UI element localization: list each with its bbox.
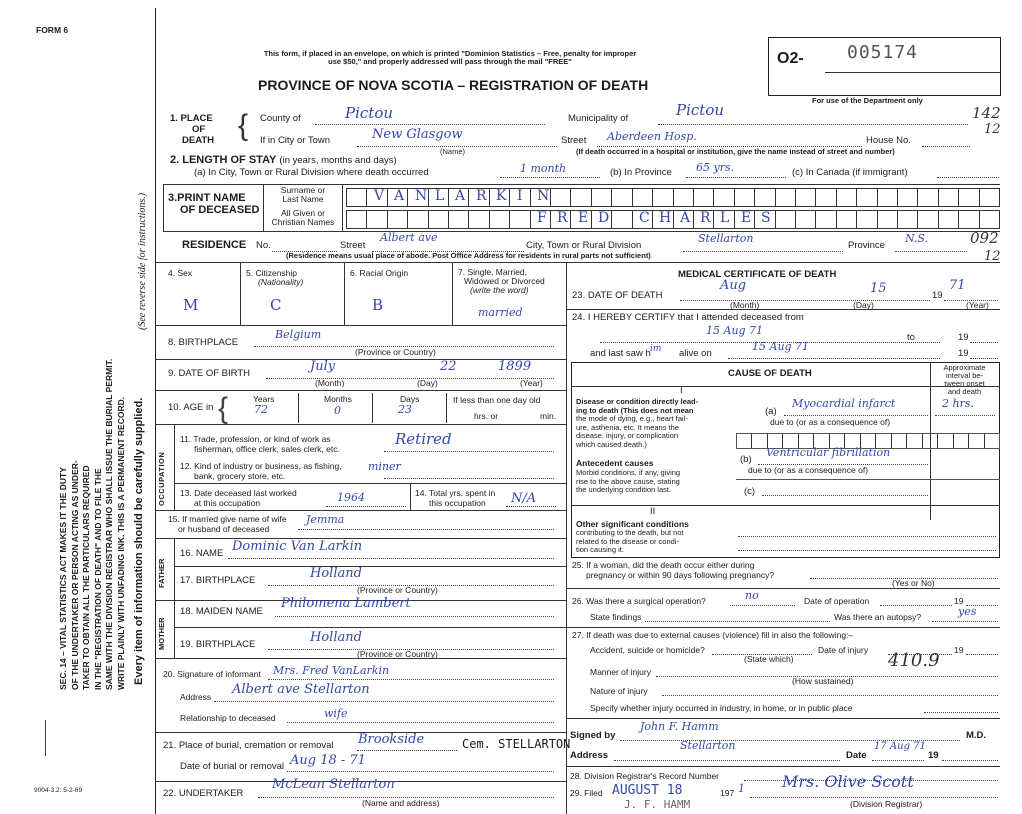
death-month-hint: (Month) [730, 300, 760, 310]
code-142: 142 [972, 104, 1001, 122]
print-name-label: 3.PRINT NAME OF DECEASED [168, 192, 260, 216]
given-letter: F [537, 210, 547, 226]
death-day-value: 15 [870, 281, 887, 296]
cause-due-to-2: due to (or as a consequence of) [748, 465, 869, 475]
dob-month-hint: (Month) [315, 378, 345, 388]
antecedent-label: Antecedent causes [576, 458, 654, 468]
municipality-label: Municipality of [568, 113, 629, 124]
residence-province-value: N.S. [905, 232, 929, 245]
last-saw-alive-label: alive on [679, 348, 712, 359]
burial-place-value: Brookside [358, 732, 425, 747]
residence-city-label: City, Town or Rural Division [526, 240, 642, 251]
residence-city-value: Stellarton [698, 232, 754, 245]
birthplace-hint: (Province or Country) [355, 347, 436, 357]
surname-label: Surname or Last Name [280, 185, 326, 204]
street-label: Street [561, 135, 587, 146]
filed-date-stamp: AUGUST 18 [612, 783, 683, 798]
external-causes-label: 27. If death was due to external causes (violence) fill in also the following:– [572, 630, 854, 640]
sex-value: M [183, 296, 199, 314]
relationship-label: Relationship to deceased [180, 713, 276, 723]
stay-label: 2. LENGTH OF STAY (in years, months and days) [170, 154, 397, 166]
surname-letter: L [435, 188, 445, 204]
cause-header: CAUSE OF DEATH [728, 368, 812, 379]
other-conditions-text: contributing to the death, but not related to the disease or condi- tion causing it. [576, 528, 684, 554]
vital-statistics-notice: SEC. 14 – VITAL STATISTICS ACT MAKES IT THE DUTY OF THE UNDERTAKER OR PERSON ACTING AS UNDER- TAKER TO OBTAIN ALL THE PARTICULARS REQUIRED IN THE "REGISTRATION OF DEATH" AND TO FILE THE SAME WITH THE DIVISION REGISTRAR WHO SHALL ISSUE THE BURIAL PERMIT. WRITE PLAINLY WITH UNFADING INK. THIS IS A PERMANENT RECORD. [58, 358, 126, 690]
sex-label: 4. Sex [168, 268, 193, 278]
given-letter: S [761, 210, 771, 226]
surname-letter: N [537, 188, 550, 204]
printed-code: 9004-3.2: 5-2-69 [34, 787, 83, 794]
physician-stamp: J. F. HAMM [624, 798, 691, 811]
filed-year-value: 1 [738, 782, 745, 795]
sign-date-value: 17 Aug 71 [874, 741, 926, 752]
given-letter: H [659, 210, 672, 226]
mother-maiden-label: 18. MAIDEN NAME [180, 606, 263, 617]
place-label: 1. PLACE OF DEATH [170, 113, 215, 146]
surname-letter: V [374, 188, 385, 204]
given-letter: E [741, 210, 752, 226]
cause-due-to-1: due to (or as a consequence of) [770, 417, 891, 427]
spouse-label: 15. If married give name of wife or husband of deceased [168, 514, 287, 534]
instructions-note: (See reverse side for instructions.) [137, 192, 148, 330]
physician-address-value: Stellarton [680, 739, 736, 752]
accident-label: Accident, suicide or homicide? [590, 645, 705, 655]
surname-letter: K [496, 188, 507, 204]
dob-label: 9. DATE OF BIRTH [168, 368, 250, 379]
mail-notice: This form, if placed in an envelope, on which is printed "Dominion Statistics – Free, penalty for improper use $50," and properly addressed will pass through the mail "FREE" [263, 49, 637, 66]
informant-address-label: Address [180, 692, 212, 702]
mother-side-label: MOTHER [157, 617, 166, 650]
cause-a-label: (a) [765, 406, 777, 417]
death-month-value: Aug [720, 278, 747, 293]
signed-by-label: Signed by [570, 730, 616, 741]
disease-label: Disease or condition directly lead- ing to death (This does not mean the mode of dying, e.g., heart fail- ure, asthenia, etc. It means the disease, injury, or complication which caused death.) [576, 397, 699, 449]
stay-b-label: (b) In Province [610, 167, 672, 178]
spouse-value: Jemma [306, 513, 345, 526]
last-saw-pronoun: im [650, 344, 662, 354]
undertaker-hint: (Name and address) [362, 798, 440, 808]
occupation-11-label: 11. Trade, profession, or kind of work as fisherman, office clerk, sales clerk, etc. [180, 434, 340, 454]
municipality-value: Pictou [676, 101, 725, 119]
place-brace: { [238, 109, 249, 142]
operation-year-prefix: 19 [954, 596, 964, 606]
residence-no-label: No. [256, 240, 271, 251]
dob-year-value: 1899 [498, 359, 532, 374]
residence-street-label: Street [340, 240, 366, 251]
stay-c-label: (c) In Canada (if immigrant) [792, 167, 908, 178]
last-saw-value: 15 Aug 71 [752, 340, 810, 353]
age-hrs: hrs. or [474, 411, 499, 421]
city-value: New Glasgow [372, 127, 463, 142]
age-days-label: Days [400, 394, 420, 404]
form-title: PROVINCE OF NOVA SCOTIA – REGISTRATION OF DEATH [258, 77, 649, 93]
mother-birthplace-value: Holland [310, 630, 362, 645]
cause-b-value: Ventricular fibrillation [766, 446, 891, 459]
surname-letter: I [517, 188, 523, 204]
autopsy-value: yes [958, 605, 977, 618]
dob-day-hint: (Day) [417, 378, 438, 388]
attended-to-label: to [907, 332, 915, 343]
sign-date-label: Date [846, 750, 867, 761]
given-name-label: All Given or Christian Names [271, 208, 335, 227]
given-letter: R [700, 210, 711, 226]
how-sustained-hint: (How sustained) [792, 676, 854, 686]
death-year-prefix: 19 [932, 290, 943, 301]
attended-year-prefix: 19 [958, 332, 969, 343]
corner-mark [45, 720, 47, 756]
last-saw-year-prefix: 19 [958, 348, 969, 359]
given-letter: R [557, 210, 568, 226]
autopsy-label: Was there an autopsy? [834, 612, 922, 622]
undertaker-value: McLean Stellarton [272, 777, 395, 792]
birthplace-label: 8. BIRTHPLACE [168, 337, 239, 348]
given-letter: E [578, 210, 589, 226]
marital-value: married [478, 306, 523, 319]
death-date-label: 23. DATE OF DEATH [572, 290, 663, 301]
cause-roman-two: II [650, 506, 656, 517]
form-number: FORM 6 [36, 25, 69, 35]
cause-grid-2 [736, 479, 1000, 480]
dob-month-value: July [310, 359, 336, 374]
father-birthplace-label: 17. BIRTHPLACE [180, 575, 256, 586]
hospital-note: (If death occurred in a hospital or institution, give the name instead of street and number) [576, 147, 895, 156]
age-min: min. [540, 411, 557, 421]
city-label: If in City or Town [260, 135, 331, 146]
relationship-value: wife [324, 707, 348, 720]
death-year-value: 71 [949, 278, 966, 293]
burial-cemetery-stamp: Cem. STELLARTON [462, 737, 571, 751]
given-name-grid [346, 210, 1000, 229]
age-months-value: 0 [334, 404, 341, 417]
residence-label: RESIDENCE [182, 239, 247, 251]
injury-date-label: Date of injury [818, 645, 869, 655]
given-letter: D [598, 210, 610, 226]
injury-year-prefix: 19 [954, 645, 964, 655]
undertaker-label: 22. UNDERTAKER [163, 788, 244, 799]
surname-letter: N [415, 188, 428, 204]
nature-label: Nature of injury [590, 686, 648, 696]
given-letter: A [680, 210, 691, 226]
manner-label: Manner of injury [590, 667, 651, 677]
surgery-value: no [745, 589, 759, 602]
code-12a: 12 [984, 122, 1001, 137]
informant-address-value: Albert ave Stellarton [232, 682, 370, 697]
occupation-side-label: OCCUPATION [157, 451, 166, 506]
registrar-signature: Mrs. Olive Scott [782, 772, 914, 791]
sign-year-prefix: 19 [928, 750, 939, 761]
signature-value: John F. Hamm [640, 720, 719, 733]
citizenship-label: 5. Citizenship (Nationality) [246, 268, 304, 287]
surname-letter: R [476, 188, 487, 204]
operation-date-label: Date of operation [804, 596, 870, 606]
street-value: Aberdeen Hosp. [607, 130, 697, 143]
state-which-hint: (State which) [744, 654, 794, 664]
occupation-12-value: miner [368, 460, 401, 473]
racial-origin-value: B [372, 296, 384, 314]
age-days-value: 23 [398, 403, 412, 416]
residence-province-label: Province [848, 240, 885, 251]
father-birthplace-value: Holland [310, 566, 362, 581]
physician-address-label: Address [570, 750, 609, 761]
department-note: For use of the Department only [812, 96, 923, 105]
father-birthplace-hint: (Province or Country) [357, 585, 438, 595]
burial-label: 21. Place of burial, cremation or removal [163, 740, 334, 751]
informant-signature-value: Mrs. Fred VanLarkin [273, 664, 390, 677]
record-number-label: 28. Division Registrar's Record Number [570, 771, 720, 781]
last-saw-label: and last saw h [590, 348, 651, 359]
information-notice: Every item of information should be carefully supplied. [133, 397, 145, 685]
age-months-label: Months [324, 394, 352, 404]
findings-label: State findings [590, 612, 642, 622]
surname-letter: A [455, 188, 466, 204]
age-label: 10. AGE in [168, 402, 214, 413]
md-label: M.D. [966, 730, 987, 741]
death-day-hint: (Day) [853, 300, 874, 310]
age-years-value: 72 [254, 403, 268, 416]
filed-year-prefix: 197 [720, 788, 735, 798]
pregnancy-question: 25. If a woman, did the death occur either during pregnancy or within 90 days following pregnancy? [572, 560, 775, 580]
county-value: Pictou [345, 104, 394, 122]
mother-maiden-value: Philomena Lambert [281, 596, 411, 611]
stay-a-label: (a) In City, Town or Rural Division where death occurred [194, 167, 429, 178]
county-label: County of [260, 113, 301, 124]
mother-birthplace-label: 19. BIRTHPLACE [180, 639, 256, 650]
age-brace: { [218, 392, 229, 425]
filed-label: 29. Filed [570, 788, 603, 798]
cause-a-interval: 2 hrs. [942, 397, 974, 410]
stay-a-value: 1 month [520, 162, 567, 175]
city-name-hint: (Name) [440, 147, 466, 156]
interval-header: Approximate interval be- tween onset and death [943, 363, 986, 396]
citizenship-value: C [270, 296, 282, 314]
dob-year-hint: (Year) [520, 378, 543, 388]
father-name-value: Dominic Van Larkin [232, 539, 363, 554]
occupation-14-value: N/A [511, 491, 537, 506]
given-letter: L [720, 210, 730, 226]
reg-number: 005174 [847, 42, 919, 63]
age-years-label: Years [253, 394, 275, 404]
medical-certificate-header: MEDICAL CERTIFICATE OF DEATH [678, 269, 837, 280]
specify-label: Specify whether injury occurred in industry, in home, or in public place [590, 703, 853, 713]
death-year-hint: (Year) [966, 300, 989, 310]
attended-from-value: 15 Aug 71 [706, 324, 764, 337]
registration-number-box [768, 37, 1001, 96]
surgery-question: 26. Was there a surgical operation? [572, 596, 706, 606]
occupation-13-label: 13. Date deceased last worked at this occupation [180, 488, 297, 508]
mother-birthplace-hint: (Province or Country) [357, 649, 438, 659]
cause-b-label: (b) [740, 454, 752, 465]
racial-origin-label: 6. Racial Origin [350, 268, 409, 278]
code-092: 092 [970, 229, 999, 247]
father-name-label: 16. NAME [180, 548, 224, 559]
occupation-14-label: 14. Total yrs. spent in this occupation [415, 488, 496, 508]
surname-letter: A [394, 188, 405, 204]
cause-a-value: Myocardial infarct [792, 397, 896, 410]
antecedent-text: Morbid conditions, if any, giving rise to the above cause, stating the underlying condition last. [576, 468, 681, 494]
given-letter: C [639, 210, 650, 226]
cause-c-label: (c) [744, 486, 756, 497]
marital-label: 7. Single, Married, Widowed or Divorced (write the word) [458, 267, 545, 295]
stay-b-value: 65 yrs. [696, 161, 735, 174]
residence-street-value: Albert ave [380, 231, 438, 244]
occupation-11-value: Retired [395, 430, 452, 448]
cause-code: 410.9 [888, 650, 940, 671]
informant-signature-label: 20. Signature of informant [163, 669, 261, 679]
burial-date-value: Aug 18 - 71 [290, 753, 366, 768]
age-less-than-day: If less than one day old [453, 395, 541, 405]
father-side-label: FATHER [157, 558, 166, 588]
occupation-12-label: 12. Kind of industry or business, as fishing, bank, grocery store, etc. [180, 461, 342, 481]
occupation-13-value: 1964 [337, 491, 365, 504]
code-12b: 12 [984, 249, 1001, 264]
pregnancy-yes-no-hint: (Yes or No) [892, 578, 935, 588]
dob-day-value: 22 [440, 359, 457, 374]
residence-note: (Residence means usual place of abode. Post Office Address for residents in rural parts not sufficient) [286, 251, 651, 260]
attended-label: 24. I HEREBY CERTIFY that I attended deceased from [572, 312, 804, 323]
house-label: House No. [866, 135, 911, 146]
reg-prefix: O2- [777, 50, 804, 67]
registrar-hint: (Division Registrar) [850, 799, 923, 809]
cause-roman-one: I [680, 385, 683, 396]
burial-date-label: Date of burial or removal [180, 761, 285, 772]
other-conditions-label: Other significant conditions [576, 519, 689, 529]
birthplace-value: Belgium [275, 328, 322, 341]
